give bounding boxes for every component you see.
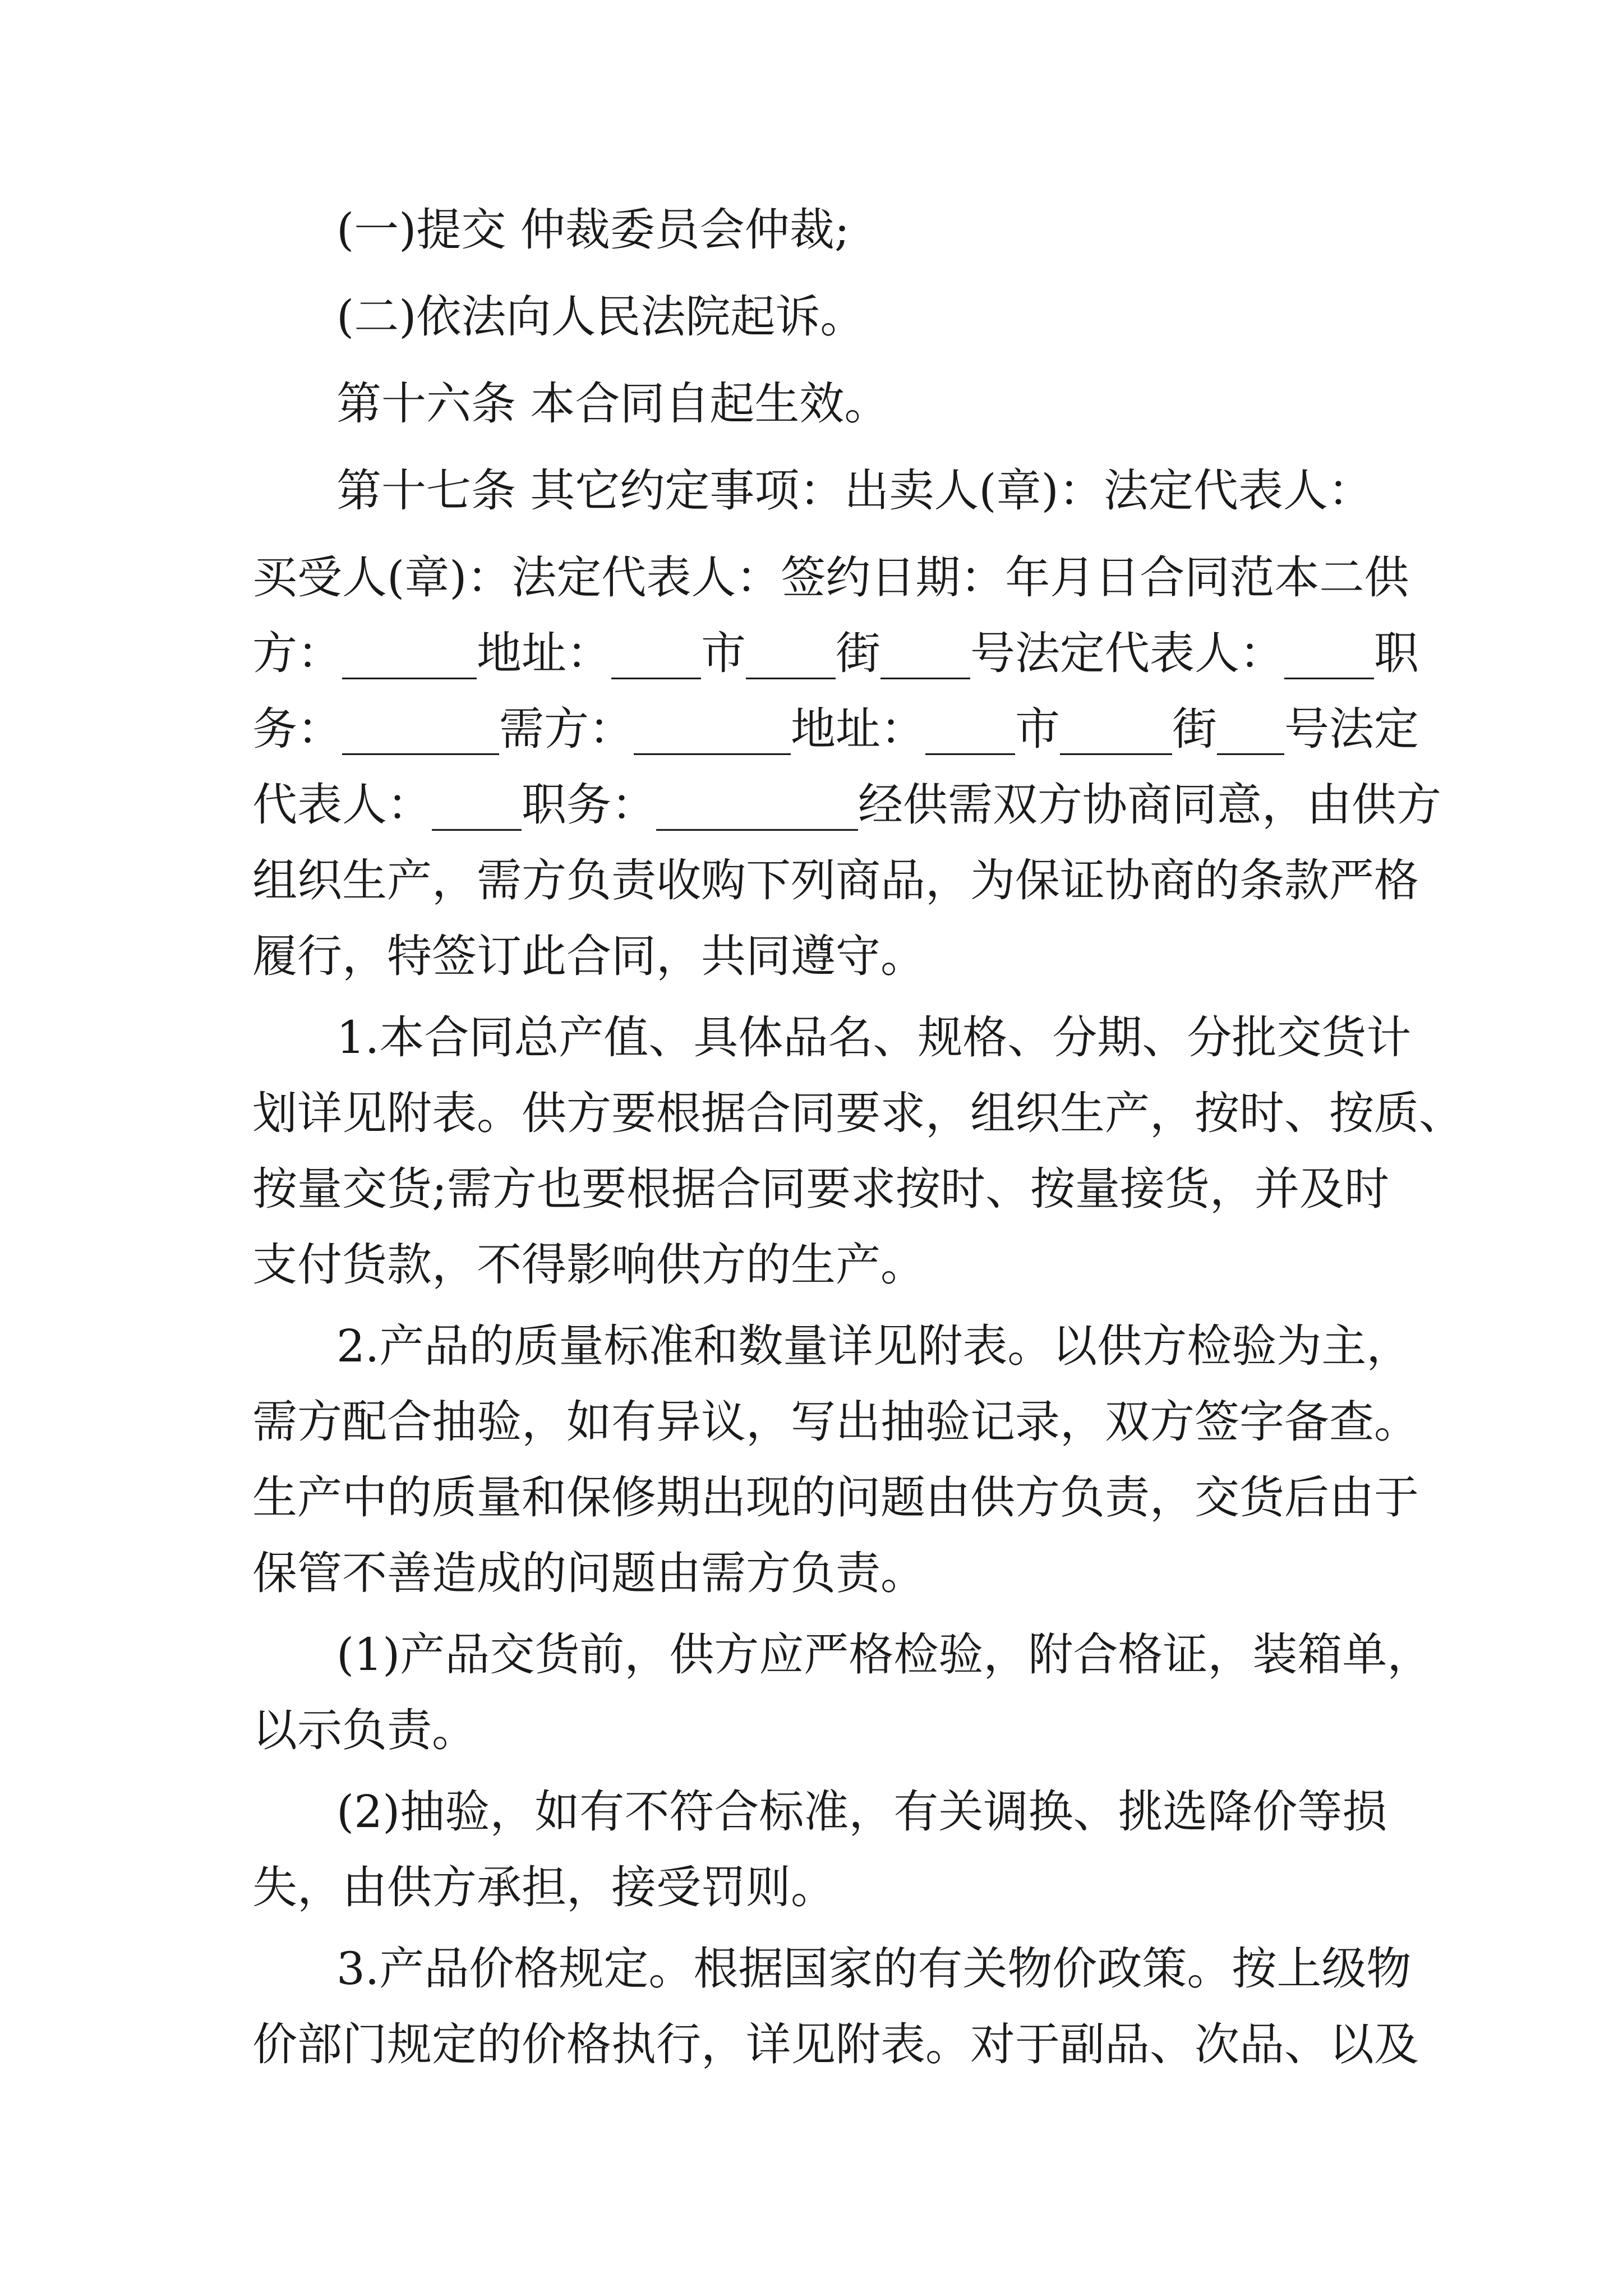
- text-line: 第十六条 本合同自起生效。: [336, 378, 889, 430]
- text-line: 以示负责。: [252, 1704, 477, 1756]
- text-line: (1)产品交货前，供方应严格检验，附合格证，装箱单，: [336, 1628, 1432, 1681]
- text-line: (二)依法向人民法院起诉。: [336, 291, 865, 343]
- text-line: 代表人：____职务：_________经供需双方协商同意，由供方: [252, 779, 1441, 831]
- text-line: 组织生产，需方负责收购下列商品，为保证协商的条款严格: [252, 854, 1419, 907]
- text-line: (一)提交 仲裁委员会仲裁;: [336, 204, 850, 256]
- text-line: 支付货款，不得影响供方的生产。: [252, 1239, 925, 1291]
- text-line: (2)抽验，如有不符合标准，有关调换、挑选降价等损: [336, 1786, 1387, 1838]
- text-line: 3.产品价格规定。根据国家的有关物价政策。按上级物: [336, 1943, 1412, 1995]
- text-line: 失，由供方承担，接受罚则。: [252, 1861, 836, 1913]
- text-line: 划详见附表。供方要根据合同要求，组织生产，按时、按质、: [252, 1087, 1464, 1139]
- text-line: 2.产品的质量标准和数量详见附表。以供方检验为主，: [336, 1320, 1412, 1372]
- text-line: 履行，特签订此合同，共同遵守。: [252, 930, 925, 982]
- text-line: 价部门规定的价格执行，详见附表。对于副品、次品、以及: [252, 2018, 1419, 2070]
- text-line: 需方配合抽验，如有异议，写出抽验记录，双方签字备查。: [252, 1396, 1419, 1448]
- text-line: 生产中的质量和保修期出现的问题由供方负责，交货后由于: [252, 1471, 1419, 1524]
- text-line: 第十七条 其它约定事项：出卖人(章)：法定代表人：: [336, 464, 1373, 517]
- text-line: 1.本合同总产值、具体品名、规格、分期、分批交货计: [336, 1011, 1412, 1064]
- text-line: 买受人(章)：法定代表人：签约日期：年月日合同范本二供: [252, 551, 1409, 604]
- text-line: 务：_______需方：_______地址：____市_____街___号法定: [252, 703, 1419, 755]
- text-line: 保管不善造成的问题由需方负责。: [252, 1547, 925, 1599]
- text-line: 按量交货;需方也要根据合同要求按时、按量接货，并及时: [252, 1163, 1389, 1215]
- text-line: 方：______地址：____市____街____号法定代表人：____职: [252, 627, 1419, 679]
